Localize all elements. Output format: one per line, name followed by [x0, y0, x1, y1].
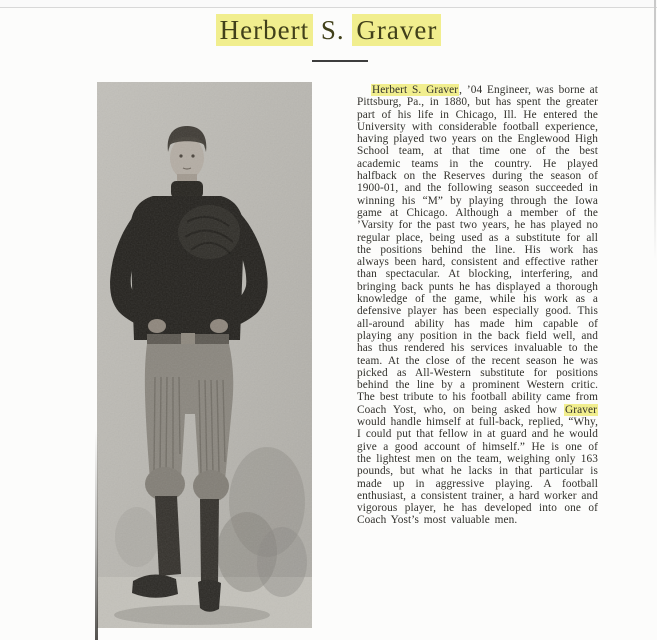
- scan-artifact-line: [95, 430, 98, 640]
- text-run: , ’04 Engineer, was borne at Pittsburg, Pa., in 1880, but has spent the greater part of his life in Chicago, Ill. He entered the University with considerable football experience, having played two years on the Englewood High School team, at that time one of the best academic teams in the country. He played halfback on the Reserves during the season of 1900-01, and the following season succeeded in winning his “M” by playing through the Iowa game at Chicago. Although a member of the ’Varsity for the past two years, he has played no regular place, being used as a substitute for all the positions behind the line. His work has always been hard, consistent and effective rather than spectacular. At blocking, interfering, and bringing back punts he has displayed a thorough knowledge of the game, while his work as a defensive player has been especially good. This all-around ability has made him capable of playing any position in the back field well, and has thus rendered his services invaluable to the team. At the close of the recent season he was picked as All-Western substitute for positions behind the line by a prominent Western critic. The best tribute to his football ability came from Coach Yost, who, on being asked how: [357, 84, 598, 416]
- portrait-photo: [97, 82, 312, 628]
- text-run: S.: [313, 15, 353, 45]
- title-underline: [312, 60, 368, 62]
- article-text: [357, 84, 598, 527]
- highlighted-text: Herbert S. Graver: [372, 84, 459, 96]
- page-title: [0, 15, 657, 46]
- article-column: [357, 84, 598, 527]
- text-run: would handle himself at full-back, replied, “Why, I could put that fellow in at guard and he would give a good account of himself.” He is one of the lightest men on the team, weighing only 163 pounds, but what he lacks in that particular is made up in aggressive playing. A football enthusiast, a consistent trainer, a hard worker and vigorous player, he has developed into one of Coach Yost’s most valuable men.: [357, 416, 598, 527]
- player-photo-illustration: [97, 82, 312, 628]
- grain-overlay: [97, 82, 312, 628]
- highlighted-text: Graver: [565, 403, 597, 416]
- top-border-line: [0, 0, 657, 8]
- highlighted-text: Graver: [352, 14, 441, 46]
- highlighted-text: Herbert: [216, 14, 313, 46]
